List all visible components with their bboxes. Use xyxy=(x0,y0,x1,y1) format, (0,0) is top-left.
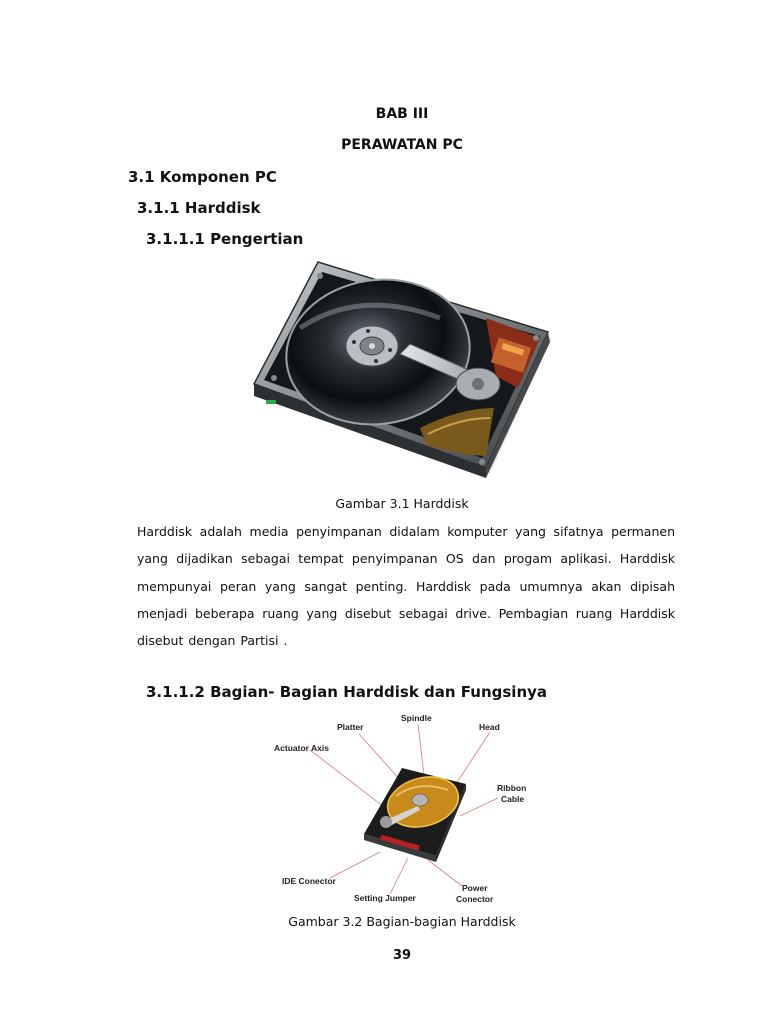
label-setting-jumper: Setting Jumper xyxy=(354,893,416,903)
figure-1-caption: Gambar 3.1 Harddisk xyxy=(335,496,469,511)
chapter-number: BAB III xyxy=(375,106,429,122)
label-power: Power xyxy=(462,883,488,893)
figure-2-caption: Gambar 3.2 Bagian-bagian Harddisk xyxy=(288,914,516,929)
label-spindle: Spindle xyxy=(401,713,432,723)
chapter-title: PERAWATAN PC xyxy=(341,137,463,153)
harddisk-photo xyxy=(250,258,560,480)
heading-komponen-pc: 3.1 Komponen PC xyxy=(128,168,277,186)
label-ribbon: Ribbon xyxy=(497,783,527,793)
heading-harddisk: 3.1.1 Harddisk xyxy=(137,199,261,217)
label-head: Head xyxy=(479,722,500,732)
label-conector: Conector xyxy=(456,894,494,904)
label-actuator-axis: Actuator Axis xyxy=(274,743,329,753)
label-cable: Cable xyxy=(501,794,525,804)
heading-bagian-harddisk: 3.1.1.2 Bagian- Bagian Harddisk dan Fungsinya xyxy=(146,683,548,701)
page-number: 39 xyxy=(392,948,412,963)
paragraph-pengertian: Harddisk adalah media penyimpanan didalam komputer yang sifatnya permanen yang dijadikan sebagai tempat penyimpanan OS dan progam aplikasi. Harddisk mempunyai peran yang sangat penting. Harddisk pada umumnya akan dipisah menjadi beberapa ruang yang disebut sebagai drive. Pembagian ruang Harddisk disebut dengan Partisi . xyxy=(137,524,675,649)
label-ide-conector: IDE Conector xyxy=(282,876,336,886)
heading-pengertian: 3.1.1.1 Pengertian xyxy=(146,230,304,248)
harddisk-parts-diagram xyxy=(268,710,528,910)
label-platter: Platter xyxy=(337,722,364,732)
